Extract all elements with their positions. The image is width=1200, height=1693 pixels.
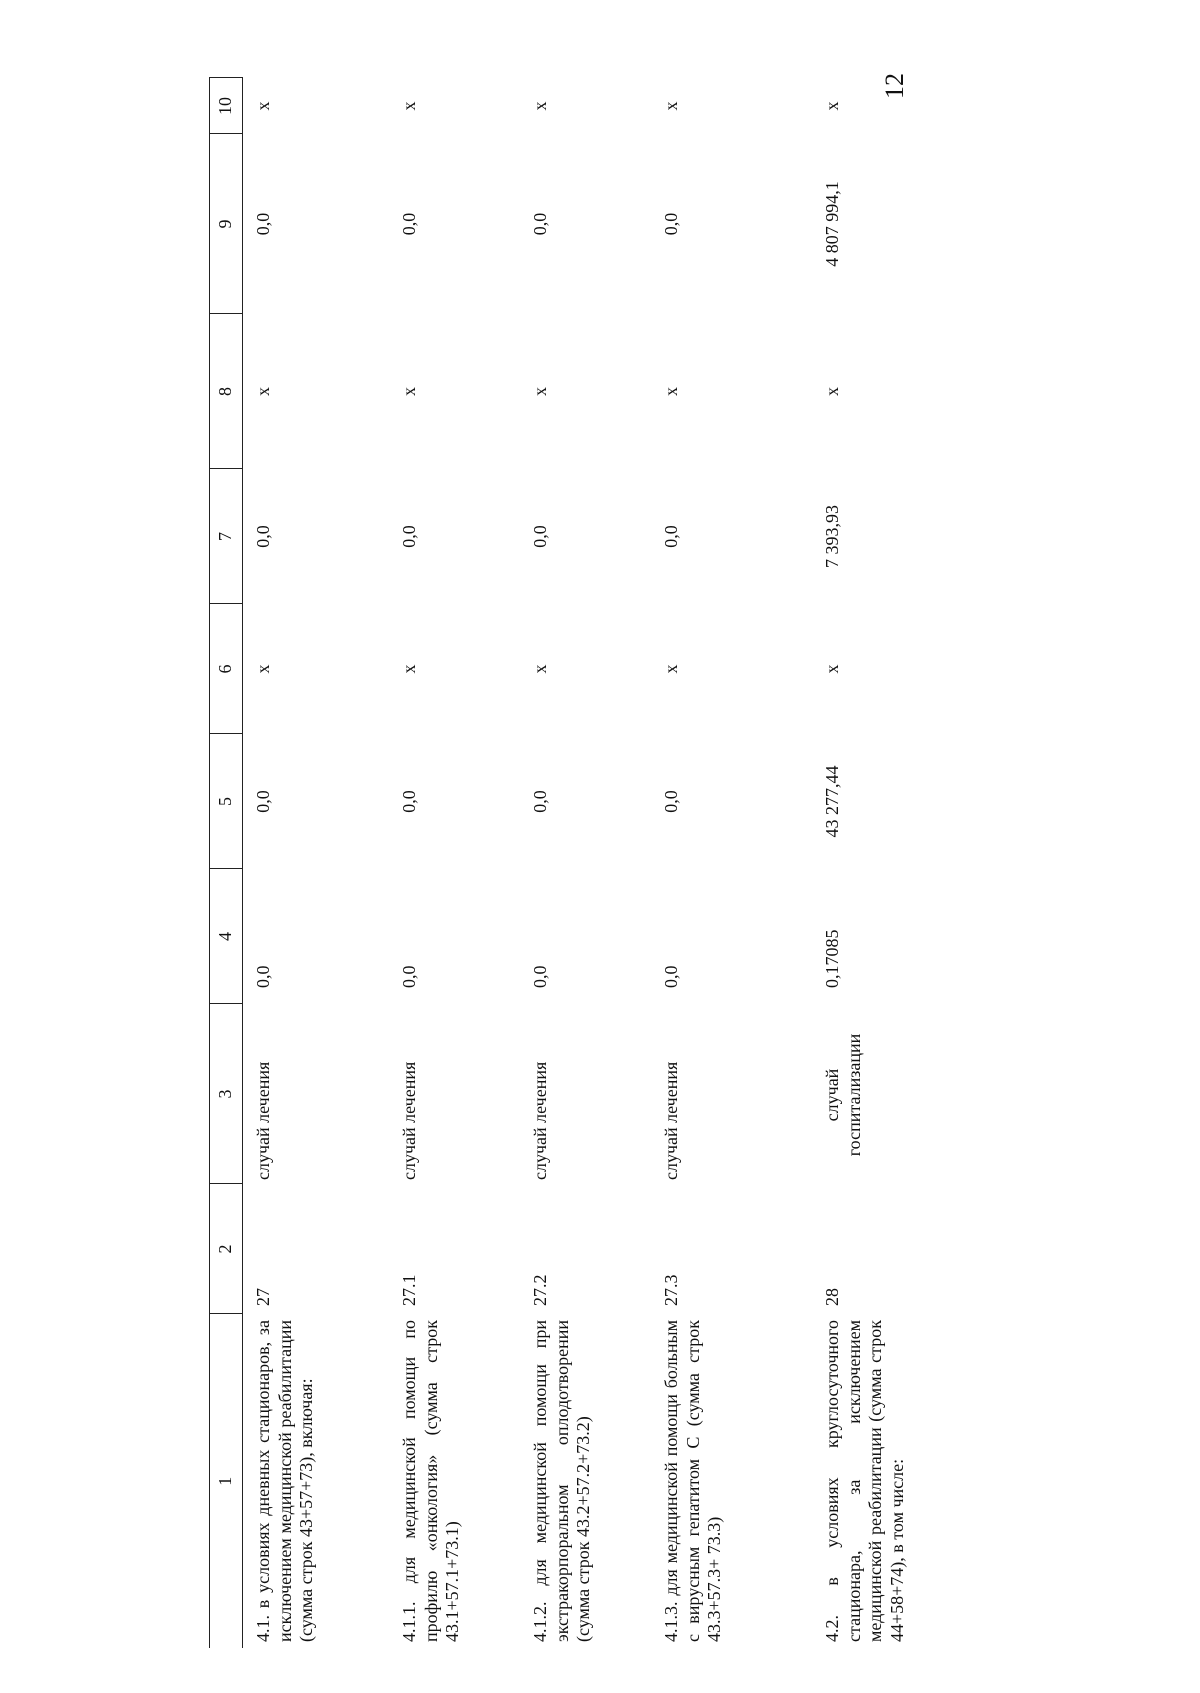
cell-col4: 0,0	[399, 965, 419, 988]
cell-col4: 0,0	[661, 965, 681, 988]
column-header-8: 8	[210, 314, 243, 469]
row-name: 4.1.2. для медицинской помощи при экстракорпоральном оплодотворении (сумма строк 43.2+57.2+73.2)	[530, 1320, 594, 1642]
header-row	[210, 78, 243, 1648]
row-code: 28	[822, 1288, 842, 1306]
column-header-2: 2	[210, 1184, 243, 1314]
column-header-1: 1	[210, 1314, 243, 1648]
cell-col10: x	[253, 101, 273, 111]
cell-col8: x	[253, 387, 273, 396]
cell-col6: x	[253, 664, 273, 674]
row-name: 4.1.1. для медицинской помощи по профилю «онкология» (сумма строк 43.1+57.1+73.1)	[399, 1320, 463, 1642]
column-header-4: 4	[210, 869, 243, 1004]
cell-col6: x	[530, 664, 550, 674]
page-number: 12	[880, 73, 909, 99]
row-code: 27	[253, 1288, 273, 1306]
table-row	[812, 78, 1013, 1648]
cell-col7: 7 393,93	[822, 505, 842, 568]
cell-col7: 0,0	[661, 525, 681, 548]
cell-col5: 0,0	[661, 790, 681, 813]
row-code: 27.3	[661, 1274, 681, 1306]
cell-col8: x	[530, 387, 550, 396]
cell-col10: x	[661, 101, 681, 111]
table-row	[389, 78, 520, 1648]
cell-col7: 0,0	[399, 525, 419, 548]
row-unit: случай лечения	[530, 1061, 550, 1180]
cell-col5: 0,0	[530, 790, 550, 813]
cell-col4: 0,0	[253, 965, 273, 988]
cell-col6: x	[822, 664, 842, 674]
cell-col7: 0,0	[530, 525, 550, 548]
cell-col9: 0,0	[530, 212, 550, 236]
cell-col6: x	[399, 664, 419, 674]
row-unit: случай лечения	[661, 1061, 681, 1180]
cell-col8: x	[399, 387, 419, 396]
data-table	[209, 78, 1013, 1649]
cell-col5: 0,0	[399, 790, 419, 813]
cell-col9: 0,0	[253, 212, 273, 236]
cell-col9: 0,0	[399, 212, 419, 236]
cell-col9: 0,0	[661, 212, 681, 236]
row-name: 4.2. в условиях круглосуточного стационара, за исключением медицинской реабилитации (сумма строк 44+58+74), в том числе:	[822, 1320, 907, 1642]
row-code: 27.2	[530, 1274, 550, 1306]
cell-col10: x	[399, 101, 419, 111]
row-unit: случай лечения	[253, 1061, 273, 1180]
table-row	[520, 78, 651, 1648]
column-header-3: 3	[210, 1004, 243, 1184]
row-unit: случай госпитализации	[822, 1033, 864, 1157]
cell-col7: 0,0	[253, 525, 273, 548]
column-header-9: 9	[210, 134, 243, 314]
column-header-10: 10	[210, 78, 243, 134]
table-row	[243, 78, 390, 1648]
row-code: 27.1	[399, 1274, 419, 1306]
column-header-7: 7	[210, 469, 243, 604]
cell-col8: x	[822, 387, 842, 396]
cell-col10: x	[822, 101, 842, 111]
cell-col5: 43 277,44	[822, 765, 842, 838]
cell-col9: 4 807 994,1	[822, 181, 842, 267]
row-name: 4.1.3. для медицинской помощи больным с вирусным гепатитом С (сумма строк 43.3+57.3+ 73.3)	[661, 1320, 725, 1642]
row-unit: случай лечения	[399, 1061, 419, 1180]
row-name: 4.1. в условиях дневных стационаров, за исключением медицинской реабилитации (сумма строк 43+57+73), включая:	[253, 1320, 317, 1642]
cell-col8: x	[661, 387, 681, 396]
cell-col5: 0,0	[253, 790, 273, 813]
cell-col4: 0,0	[530, 965, 550, 988]
cell-col6: x	[661, 664, 681, 674]
cell-col4: 0,17085	[822, 929, 842, 988]
column-header-6: 6	[210, 604, 243, 734]
cell-col10: x	[530, 101, 550, 111]
rotated-table-wrapper	[209, 78, 994, 1648]
table-row	[651, 78, 812, 1648]
column-header-5: 5	[210, 734, 243, 869]
